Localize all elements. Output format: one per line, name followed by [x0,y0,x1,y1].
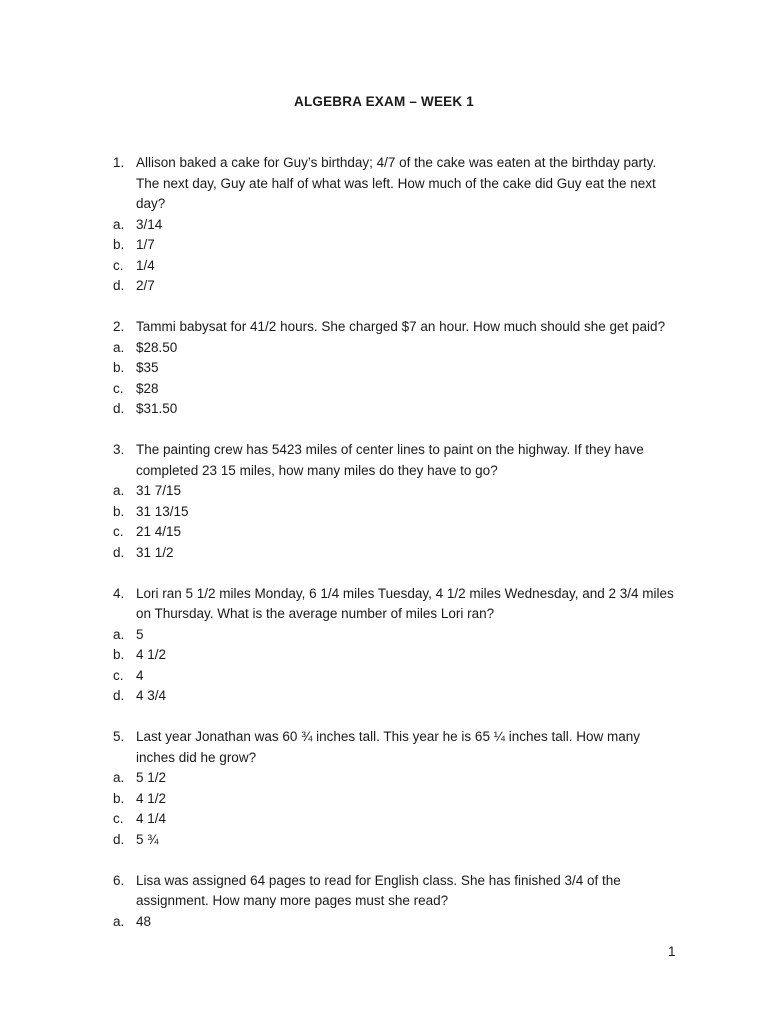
option-letter: d. [113,544,125,560]
answer-option [0,809,768,830]
option-letter: a. [113,339,125,355]
option-text: 2/7 [136,278,155,293]
question-text: The painting crew has 5423 miles of center lines to paint on the highway. If they have completed 23 15 miles, how many miles do they have to go? [136,442,644,478]
answer-option [0,399,768,420]
question-number: 5. [113,729,125,744]
option-letter: c. [113,380,124,396]
question-stem [0,440,768,481]
question-3 [0,440,768,563]
question-text: Tammi babysat for 41/2 hours. She charged $7 an hour. How much should she get paid? [136,319,666,334]
answer-option [0,686,768,707]
question-number: 3. [113,442,125,457]
exam-title: ALGEBRA EXAM – WEEK 1 [294,94,474,109]
option-letter: b. [113,237,125,252]
option-letter: c. [113,667,124,683]
option-text: 5 1/2 [136,770,167,785]
answer-option [0,666,768,687]
answer-option [0,768,768,789]
answer-option [0,256,768,277]
option-letter: d. [113,401,125,416]
option-letter: c. [113,257,124,273]
option-letter: a. [113,770,125,785]
option-letter: c. [113,524,124,539]
option-text: $28.50 [136,339,178,355]
answer-option [0,276,768,297]
question-stem [0,153,768,215]
option-text: $28 [136,380,159,396]
option-text: $31.50 [136,401,178,416]
option-text: 4 1/2 [136,647,167,662]
answer-option [0,912,768,933]
answer-option [0,338,768,359]
question-stem [0,871,768,912]
answer-option [0,543,768,564]
question-stem [0,584,768,625]
question-text: Lori ran 5 1/2 miles Monday, 6 1/4 miles Tuesday, 4 1/2 miles Wednesday, and 2 3/4 miles on Thursday. What is the average number of miles Lori ran? [136,585,674,621]
option-letter: b. [113,647,125,662]
option-letter: d. [113,688,125,703]
option-text: 1/7 [136,237,155,252]
option-text: 31 7/15 [136,483,182,498]
question-text: Allison baked a cake for Guy’s birthday; 4/7 of the cake was eaten at the birthday party. The next day, Guy ate half of what was left. How much of the cake did Guy eat the next day? [136,155,657,211]
option-letter: a. [113,216,125,232]
question-list [0,153,768,953]
option-text: 4 [136,667,144,683]
option-text: 1/4 [136,257,155,273]
answer-option [0,215,768,236]
option-letter: a. [113,626,125,642]
question-stem [0,727,768,768]
question-text: Lisa was assigned 64 pages to read for English class. She has finished 3/4 of the assignment. How many more pages must she read? [136,872,621,908]
option-letter: a. [113,913,125,929]
answer-option [0,522,768,543]
question-2 [0,317,768,420]
option-text: 5 ¾ [136,831,159,847]
question-stem [0,317,768,338]
answer-option [0,502,768,523]
question-5 [0,727,768,850]
question-number: 1. [113,155,125,170]
question-number: 2. [113,319,125,334]
question-1 [0,153,768,297]
option-letter: a. [113,483,125,498]
option-text: 4 1/2 [136,790,167,806]
option-text: 3/14 [136,216,163,232]
option-text: 31 13/15 [136,503,189,519]
option-text: 48 [136,913,152,929]
answer-option [0,625,768,646]
answer-option [0,830,768,851]
option-letter: d. [113,278,125,293]
question-number: 4. [113,585,125,601]
option-letter: b. [113,503,125,519]
option-text: 21 4/15 [136,524,182,539]
option-letter: b. [113,360,125,375]
answer-option [0,789,768,810]
question-6 [0,871,768,933]
answer-option [0,481,768,502]
option-text: 4 1/4 [136,811,167,826]
answer-option [0,358,768,379]
question-number: 6. [113,872,125,888]
answer-option [0,379,768,400]
option-text: $35 [136,360,159,375]
question-4 [0,584,768,707]
option-text: 4 3/4 [136,688,167,703]
option-letter: d. [113,831,125,847]
option-letter: b. [113,790,125,806]
option-letter: c. [113,811,124,826]
question-text: Last year Jonathan was 60 ¾ inches tall. This year he is 65 ¼ inches tall. How many inches did he grow? [136,729,641,765]
option-text: 31 1/2 [136,544,174,560]
option-text: 5 [136,626,144,642]
answer-option [0,235,768,256]
page-number: 1 [668,944,676,959]
answer-option [0,645,768,666]
